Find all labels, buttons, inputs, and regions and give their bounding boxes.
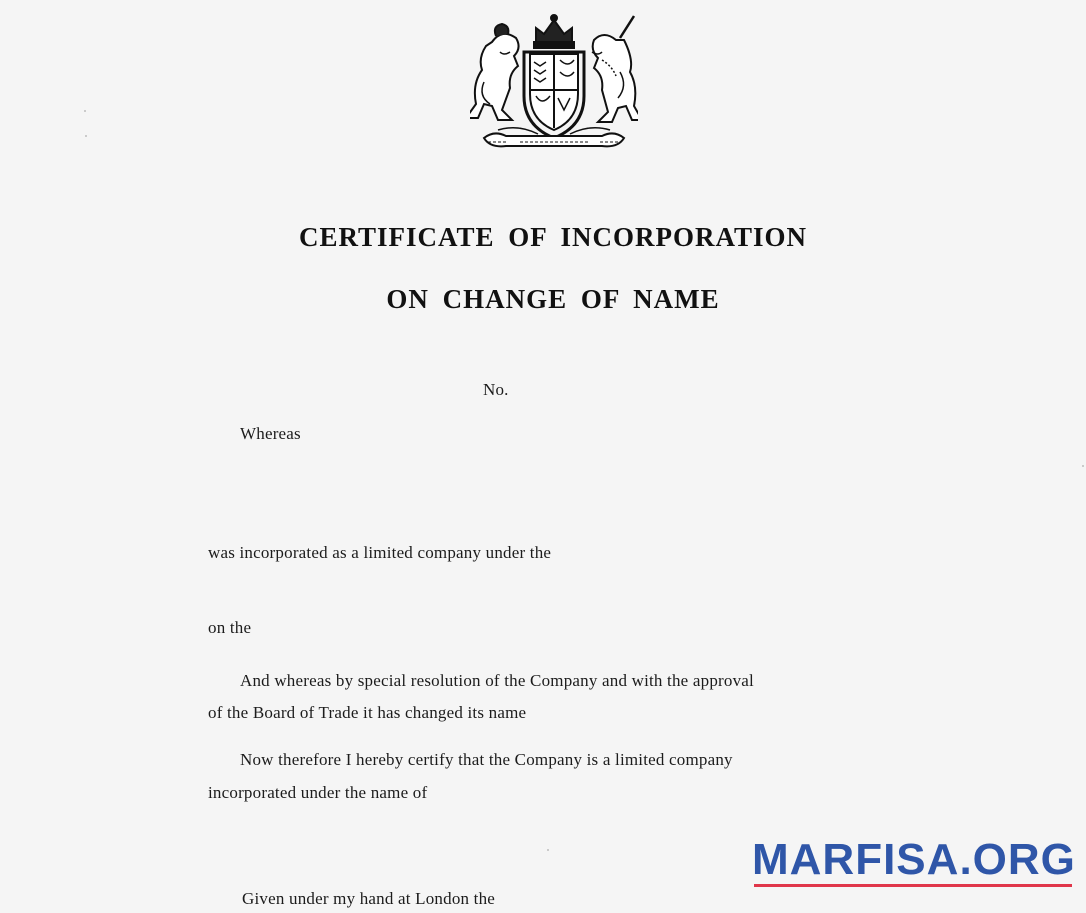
now-therefore-line-2: incorporated under the name of: [208, 783, 428, 802]
watermark-text-part1: MARFISA: [752, 835, 960, 884]
certificate-title: CERTIFICATE OF INCORPORATION: [298, 222, 808, 252]
certificate-number-label: No.: [483, 380, 509, 399]
scan-speck: [85, 135, 87, 137]
given-under-hand-line: Given under my hand at London the: [242, 889, 496, 908]
scan-speck: [1082, 465, 1084, 467]
watermark-underline: [754, 884, 1072, 887]
and-whereas-line-1: And whereas by special resolution of the Company and with the approval: [240, 671, 754, 690]
watermark-text-part2: .ORG: [959, 835, 1076, 884]
certificate-subtitle: ON CHANGE OF NAME: [386, 284, 720, 314]
whereas-text: Whereas: [240, 424, 301, 443]
royal-coat-of-arms-icon: [470, 12, 638, 158]
and-whereas-line-2: of the Board of Trade it has changed its name: [208, 703, 527, 722]
now-therefore-line-1: Now therefore I hereby certify that the Company is a limited company: [240, 750, 733, 769]
incorporated-line: was incorporated as a limited company under the: [208, 543, 552, 562]
marfisa-watermark-logo: [752, 835, 1076, 884]
on-the-text: on the: [208, 618, 252, 637]
scan-speck: [84, 110, 86, 112]
scan-speck: [547, 849, 549, 851]
